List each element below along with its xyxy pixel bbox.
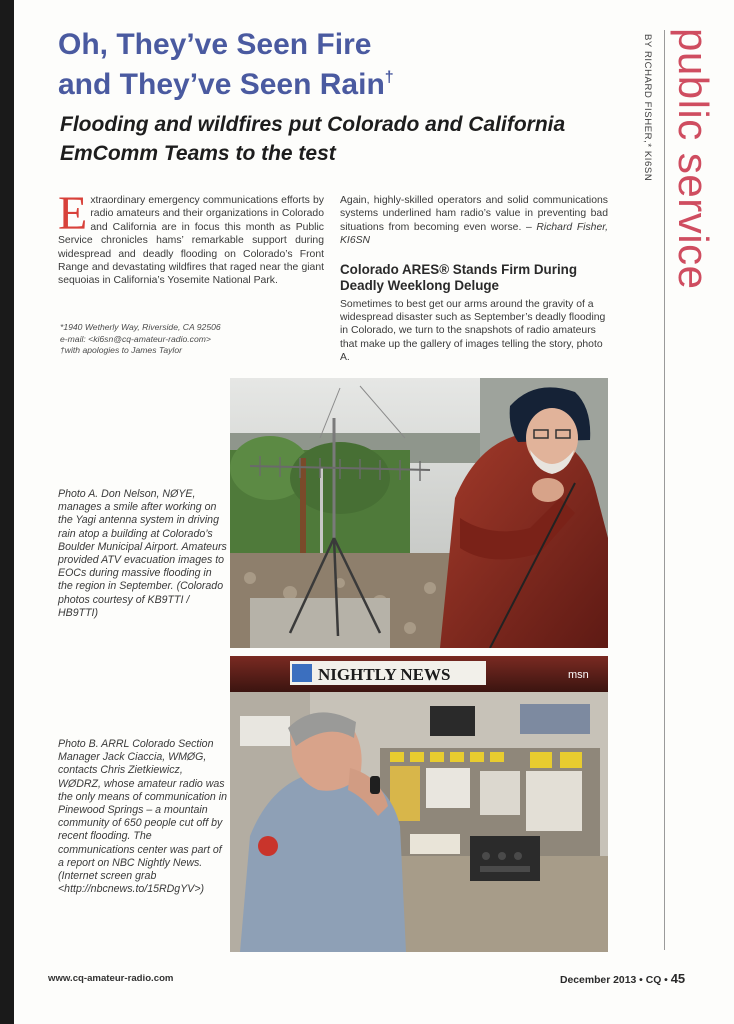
intro-text: xtraordinary emergency communications efforts by radio amateurs and their organizations in Colorado and California are in focus this month as Public Service chronicles hams’ remarkable support during widespread and deadly flooding on Colorado’s Front Range and devastating wildfires that raged near the giant sequoias in California’s Yosemite National Park. [58, 195, 324, 287]
footer-page-number: 45 [670, 971, 686, 986]
footnote-email: e-mail: <ki6sn@cq-amateur-radio.com> [60, 333, 211, 344]
title-line-1: Oh, They’ve Seen Fire [58, 28, 372, 61]
photo-a-caption: Photo A. Don Nelson, NØYE, manages a smile after working on the Yagi antenna system in driving rain atop a building at Colorado’s Boulder Municipal Airport. Amateurs provided ATV evacuation images to EOCs during massive flooding in the region in September. (Colorado photos courtesy of KB9TTI / HB9TTI) [58, 488, 227, 619]
article-title [58, 28, 618, 101]
author-signature: Richard Fisher, KI6SN [340, 221, 608, 247]
nightly-news-banner-text: NIGHTLY NEWS [318, 665, 451, 684]
footer-magazine-name: CQ [645, 975, 662, 986]
author-footnotes [60, 322, 320, 357]
article-subtitle: Flooding and wildfires put Colorado and California EmComm Teams to the test [60, 113, 566, 165]
footnote-apology: †with apologies to James Taylor [60, 345, 182, 356]
page-spine-edge [0, 0, 14, 1024]
section-paragraph: Sometimes to best get our arms around the gravity of a widespread disaster such as September’s deadly flooding in Colorado, we turn to the snapshots of radio amateurs that make up the gallery of images telling the story, photo A. [340, 299, 606, 363]
byline-vertical [639, 34, 659, 214]
byline-text: BY RICHARD FISHER,* KI6SN [642, 34, 653, 182]
footer-bullet-1: • [639, 975, 643, 986]
title-line-2: and They’ve Seen Rain [58, 68, 385, 101]
right-intro-paragraph [340, 194, 608, 248]
department-title: public service [670, 28, 717, 290]
department-vertical [667, 28, 719, 338]
sidebar-divider [664, 30, 665, 950]
footer-bullet-2: • [664, 975, 668, 986]
drop-cap: E [58, 187, 88, 240]
title-dagger-mark: † [384, 69, 394, 86]
photo-b-news-screengrab [230, 656, 608, 952]
intro-paragraph [58, 187, 324, 288]
photo-b-caption: Photo B. ARRL Colorado Section Manager Jack Ciaccia, WMØG, contacts Chris Zietkiewicz, WØDRZ, whose amateur radio was the only means of communication in Pinewood Springs – a mountain community of 650 people cut off by recent flooding. The communications center was part of a report on NBC Nightly News. (Internet screen grab <http://nbcnews.to/15RDgYV>) [58, 738, 227, 896]
footer-issue-info [560, 971, 685, 986]
footer-website: www.cq-amateur-radio.com [48, 973, 174, 984]
photo-a-antenna-in-rain [230, 378, 608, 648]
right-intro-text: Again, highly-skilled operators and solid communications systems underlined ham radio’s value in preventing bad situations from becoming even worse. – [340, 195, 608, 233]
footnote-address: *1940 Wetherly Way, Riverside, CA 92506 [60, 322, 221, 332]
msn-logo-text: msn [568, 669, 589, 681]
photo-b-image [230, 656, 608, 952]
section-heading: Colorado ARES® Stands Firm During Deadly Weeklong Deluge [340, 262, 578, 293]
footer-issue-date: December 2013 [560, 975, 637, 986]
photo-a-image [230, 378, 608, 648]
